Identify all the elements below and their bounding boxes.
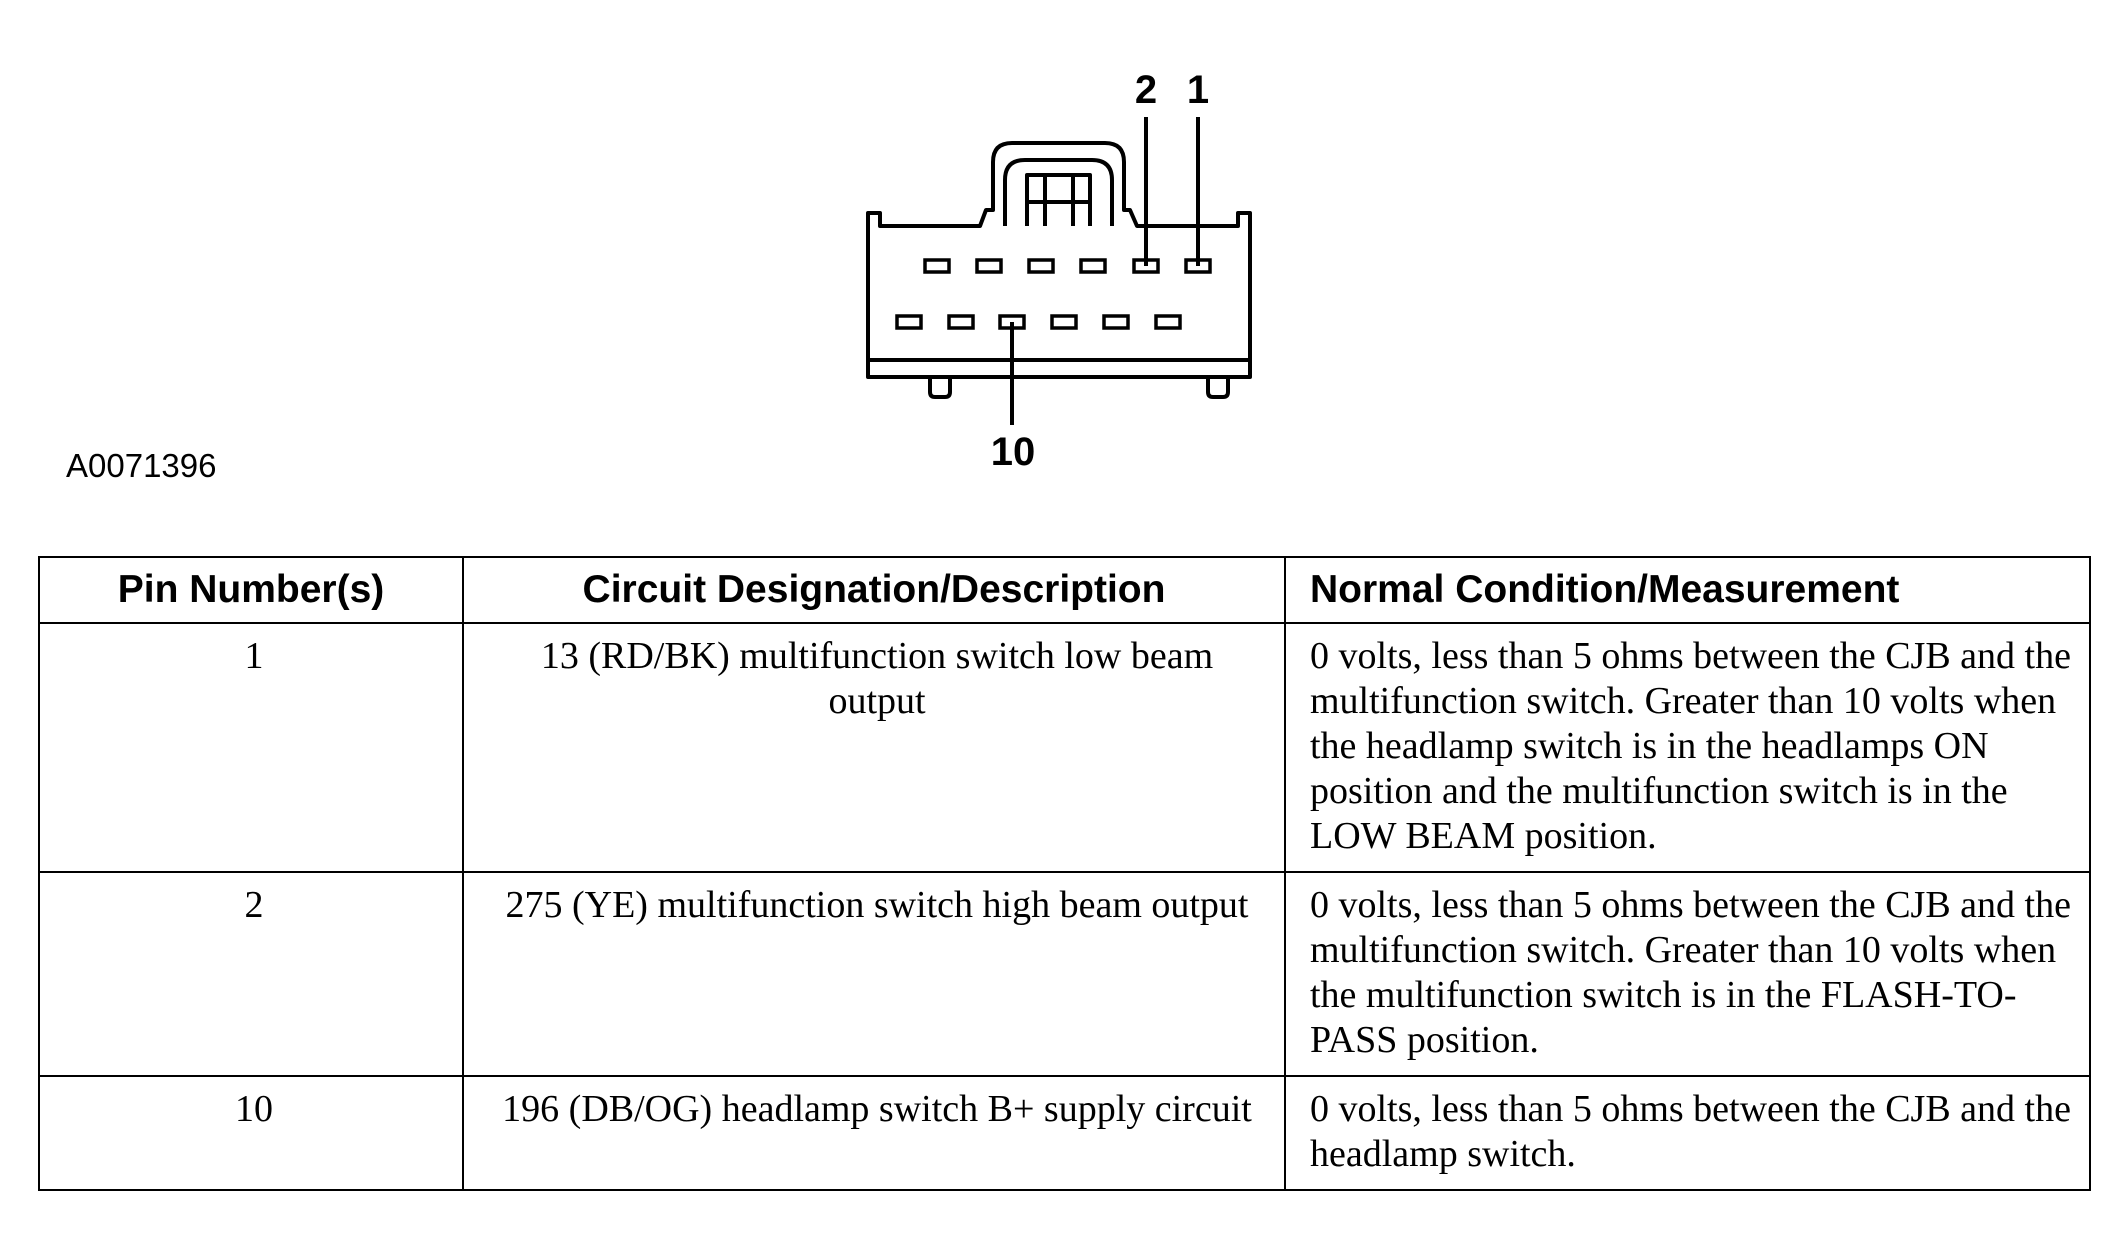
pin-number-cell: 10: [39, 1076, 463, 1190]
pin-cavity: [977, 260, 1001, 272]
table-header-row: [39, 557, 2090, 623]
normal-condition-cell: 0 volts, less than 5 ohms between the CJB and the multifunction switch. Greater than 10 volts when the headlamp switch is in the headlamps ON position and the multifunction switch is in the LOW BEAM position.: [1285, 623, 2090, 872]
connector-face-drawing: [0, 0, 2124, 520]
circuit-description-cell: 13 (RD/BK) multifunction switch low beam output: [463, 623, 1285, 872]
pin-cavity: [897, 316, 921, 328]
pin-cavity: [925, 260, 949, 272]
connector-foot-right: [1208, 377, 1228, 397]
pin-cavity: [1081, 260, 1105, 272]
callout-pin-10: 10: [990, 430, 1036, 474]
pin-cavity: [1052, 316, 1076, 328]
pin-number-cell: 2: [39, 872, 463, 1076]
pin-cavities: [897, 260, 1210, 328]
header-pin-numbers: Pin Number(s): [39, 557, 463, 623]
pinout-table: [38, 556, 2091, 1191]
pin-cavity: [949, 316, 973, 328]
pin-cavity: [1104, 316, 1128, 328]
table-row: [39, 872, 2090, 1076]
connector-diagram: [0, 0, 2124, 520]
callout-pin-2: 2: [1134, 68, 1158, 112]
circuit-description-cell: 196 (DB/OG) headlamp switch B+ supply circuit: [463, 1076, 1285, 1190]
locking-tab: [1005, 160, 1112, 226]
table-row: [39, 623, 2090, 872]
pin-cavity: [1029, 260, 1053, 272]
normal-condition-cell: 0 volts, less than 5 ohms between the CJB and the multifunction switch. Greater than 10 volts when the multifunction switch is in the FLASH-TO-PASS position.: [1285, 872, 2090, 1076]
callout-pin-1: 1: [1186, 68, 1210, 112]
connector-foot-left: [930, 377, 950, 397]
pin-number-cell: 1: [39, 623, 463, 872]
normal-condition-cell: 0 volts, less than 5 ohms between the CJB and the headlamp switch.: [1285, 1076, 2090, 1190]
header-normal-condition: Normal Condition/Measurement: [1285, 557, 2090, 623]
header-circuit-designation: Circuit Designation/Description: [463, 557, 1285, 623]
circuit-description-cell: 275 (YE) multifunction switch high beam output: [463, 872, 1285, 1076]
figure-id: A0071396: [66, 447, 217, 484]
table-row: [39, 1076, 2090, 1190]
pin-cavity: [1156, 316, 1180, 328]
